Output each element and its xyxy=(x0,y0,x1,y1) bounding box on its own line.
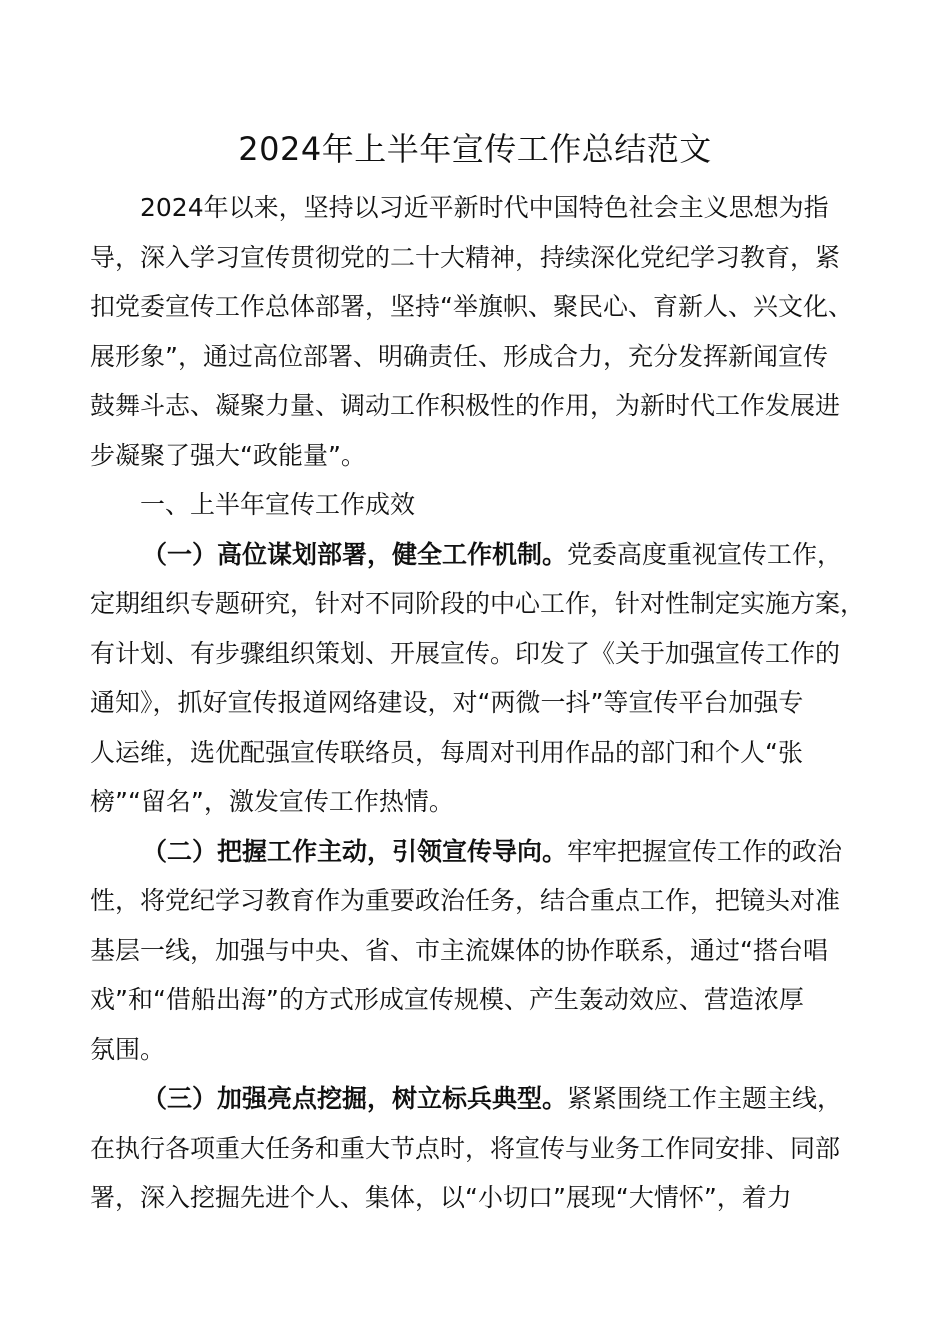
item-line: 人运维，选优配强宣传联络员，每周对刊用作品的部门和个人“张 xyxy=(90,737,803,767)
intro-line: 步凝聚了强大“政能量”。 xyxy=(90,440,366,470)
intro-line: 2024年以来，坚持以习近平新时代中国特色社会主义思想为指 xyxy=(140,193,829,222)
item-line: 榜”“留名”，激发宣传工作热情。 xyxy=(90,787,454,816)
item-text: 紧紧围绕工作主题主线， xyxy=(567,1084,843,1113)
section-heading: 一、上半年宣传工作成效 xyxy=(140,490,416,519)
item-heading: （一）高位谋划部署，健全工作机制。 xyxy=(142,539,568,569)
intro-line: 扣党委宣传工作总体部署，坚持“举旗帜、聚民心、育新人、兴文化、 xyxy=(90,292,853,321)
item-line: 基层一线，加强与中央、省、市主流媒体的协作联系，通过“搭台唱 xyxy=(90,935,828,965)
intro-line: 鼓舞斗志、凝聚力量、调动工作积极性的作用，为新时代工作发展进 xyxy=(90,391,841,420)
item-line: 署，深入挖掘先进个人、集体，以“小切口”展现“大情怀”，着力 xyxy=(90,1183,792,1212)
item-text: 牢牢把握宣传工作的政治 xyxy=(567,836,843,866)
document-title: 2024年上半年宣传工作总结范文 xyxy=(238,130,712,168)
intro-line: 导，深入学习宣传贯彻党的二十大精神，持续深化党纪学习教育，紧 xyxy=(90,242,841,272)
item-line: 性，将党纪学习教育作为重要政治任务，结合重点工作，把镜头对准 xyxy=(90,886,841,915)
item-line: 戏”和“借船出海”的方式形成宣传规模、产生轰动效应、营造浓厚 xyxy=(90,985,804,1014)
item-first-line xyxy=(90,827,870,877)
item-line: 通知》，抓好宣传报道网络建设，对“两微一抖”等宣传平台加强专 xyxy=(90,688,804,717)
item-heading: （三）加强亮点挖掘，树立标兵典型。 xyxy=(142,1084,568,1113)
intro-line: 展形象”，通过高位部署、明确责任、形成合力，充分发挥新闻宣传 xyxy=(90,341,828,371)
item-heading: （二）把握工作主动，引领宣传导向。 xyxy=(142,836,568,866)
item-line: 氛围。 xyxy=(90,1034,166,1064)
item-line: 有计划、有步骤组织策划、开展宣传。印发了《关于加强宣传工作的 xyxy=(90,638,841,668)
item-text: 党委高度重视宣传工作， xyxy=(567,539,843,569)
document-body xyxy=(90,183,870,1223)
item-line: 定期组织专题研究，针对不同阶段的中心工作，针对性制定实施方案， xyxy=(90,589,866,618)
item-first-line xyxy=(90,1074,870,1124)
item-first-line xyxy=(90,530,870,580)
item-line: 在执行各项重大任务和重大节点时，将宣传与业务工作同安排、同部 xyxy=(90,1133,841,1163)
